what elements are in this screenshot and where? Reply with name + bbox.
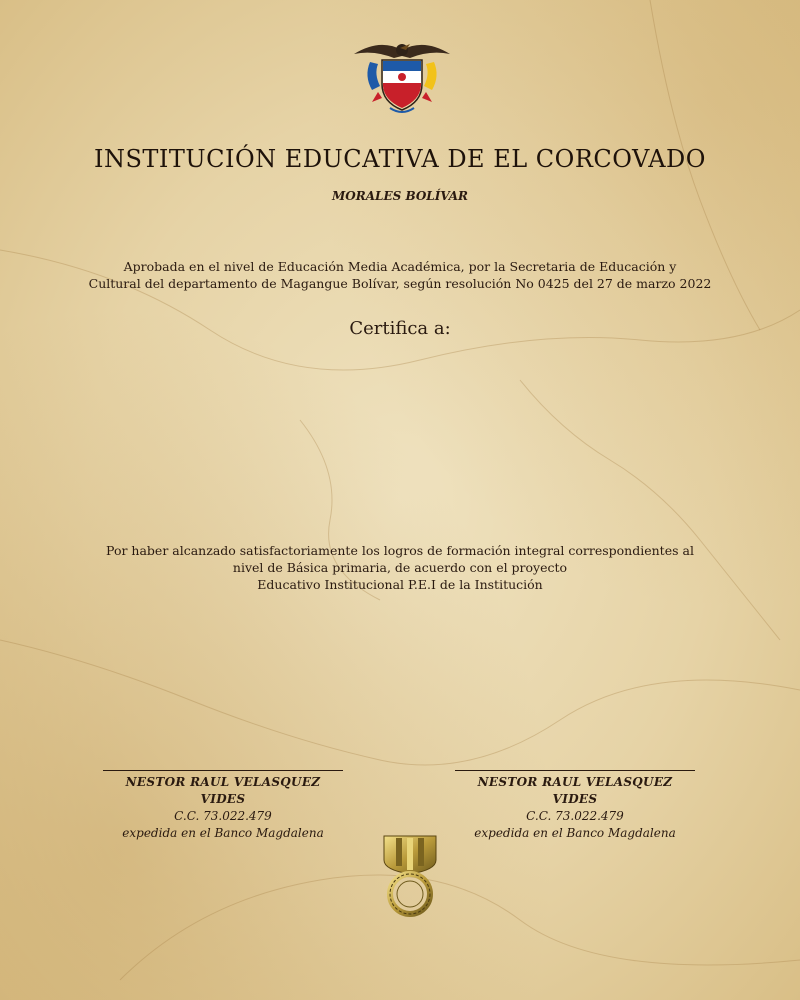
- colombia-coat-of-arms-icon: [350, 36, 454, 116]
- signature-line: [455, 770, 695, 771]
- signer-id: C.C. 73.022.479: [526, 809, 624, 823]
- institution-location: MORALES BOLÍVAR: [332, 189, 468, 203]
- signer-name: NESTOR RAUL VELASQUEZ VIDES: [477, 775, 673, 806]
- reason-text: [50, 542, 750, 593]
- signer-id-issued: expedida en el Banco Magdalena: [474, 826, 676, 840]
- signature-line: [103, 770, 343, 771]
- reason-line-1: Por haber alcanzado satisfactoriamente los logros de formación integral correspondientes al: [106, 543, 694, 558]
- reason-line-2: nivel de Básica primaria, de acuerdo con el proyecto: [232, 560, 568, 575]
- reason-line-3: Educativo Institucional P.E.I de la Institución: [257, 577, 543, 592]
- approval-text: [60, 258, 740, 292]
- signer-id-issued: expedida en el Banco Magdalena: [122, 826, 324, 840]
- medal-icon: [378, 834, 442, 918]
- institution-title: INSTITUCIÓN EDUCATIVA DE EL CORCOVADO: [94, 145, 706, 173]
- signature-block-left: [103, 770, 343, 842]
- approval-line-1: Aprobada en el nivel de Educación Media Académica, por la Secretaria de Educación y: [123, 259, 677, 274]
- approval-line-2: Cultural del departamento de Magangue Bolívar, según resolución No 0425 del 27 de marzo 2022: [88, 276, 712, 291]
- signer-name: NESTOR RAUL VELASQUEZ VIDES: [125, 775, 321, 806]
- signer-id: C.C. 73.022.479: [174, 809, 272, 823]
- certifies-heading: Certifica a:: [349, 318, 451, 339]
- signature-block-right: [455, 770, 695, 842]
